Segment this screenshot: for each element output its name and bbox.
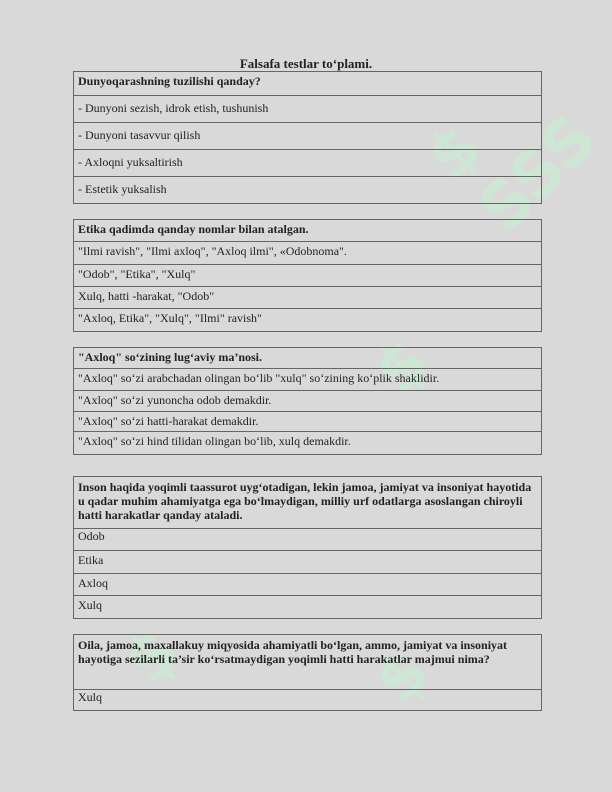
question-block-1 (73, 71, 542, 204)
question-text: Etika qadimda qanday nomlar bilan atalgan. (74, 220, 541, 242)
question-text: Dunyoqarashning tuzilishi qanday? (74, 72, 541, 96)
answer-option[interactable]: Axloq (74, 574, 541, 596)
answer-option[interactable]: "Axloq" so‘zi yunoncha odob demakdir. (74, 391, 541, 412)
answer-option[interactable]: "Axloq" so‘zi hind tilidan olingan bo‘lib, xulq demakdir. (78, 434, 351, 448)
answer-option[interactable]: - Axloqni yuksaltirish (74, 150, 541, 177)
answer-option[interactable]: Xulq, hatti -harakat, "Odob" (74, 287, 541, 309)
answer-option[interactable]: - Dunyoni sezish, idrok etish, tushunish (74, 96, 541, 123)
answer-option[interactable]: Xulq (78, 690, 102, 704)
question-block-2 (73, 219, 542, 332)
answer-option[interactable]: "Odob", "Etika", "Xulq" (74, 265, 541, 287)
question-block-5 (73, 634, 542, 711)
question-text: "Axloq" so‘zining lug‘aviy ma’nosi. (74, 348, 541, 369)
answer-option[interactable]: - Dunyoni tasavvur qilish (74, 123, 541, 150)
question-text: Inson haqida yoqimli taassurot uyg‘otadigan, lekin jamoa, jamiyat va insoniyat hayotida u qadar muhim ahamiyatga ega bo‘lmaydigan, milliy urf odatlarga asoslangan chiroyli hatti harakatlar qanday ataladi. (74, 477, 541, 529)
answer-option[interactable]: Xulq (78, 598, 102, 612)
answer-option[interactable]: "Axloq, Etika", "Xulq", "Ilmi" ravish" (78, 311, 262, 325)
answer-option[interactable]: - Estetik yuksalish (78, 182, 167, 196)
answer-option[interactable]: Etika (74, 551, 541, 574)
answer-option[interactable]: "Ilmi ravish", "Ilmi axloq", "Axloq ilmi", «Odobnoma". (74, 242, 541, 265)
page-title: Falsafa testlar to‘plami. (239, 56, 373, 71)
question-block-3 (73, 347, 542, 455)
answer-option[interactable]: "Axloq" so‘zi arabchadan olingan bo‘lib "xulq" so‘zining ko‘plik shaklidir. (74, 369, 541, 391)
question-text: Oila, jamoa, maxallakuy miqyosida ahamiyatli bo‘lgan, ammo, jamiyat va insoniyat hayotiga sezilarli ta’sir ko‘rsatmaydigan yoqimli hatti harakatlar majmui nima? (74, 635, 541, 690)
question-block-4 (73, 476, 542, 619)
answer-option[interactable]: "Axloq" so‘zi hatti-harakat demakdir. (74, 412, 541, 432)
answer-option[interactable]: Odob (74, 529, 541, 551)
